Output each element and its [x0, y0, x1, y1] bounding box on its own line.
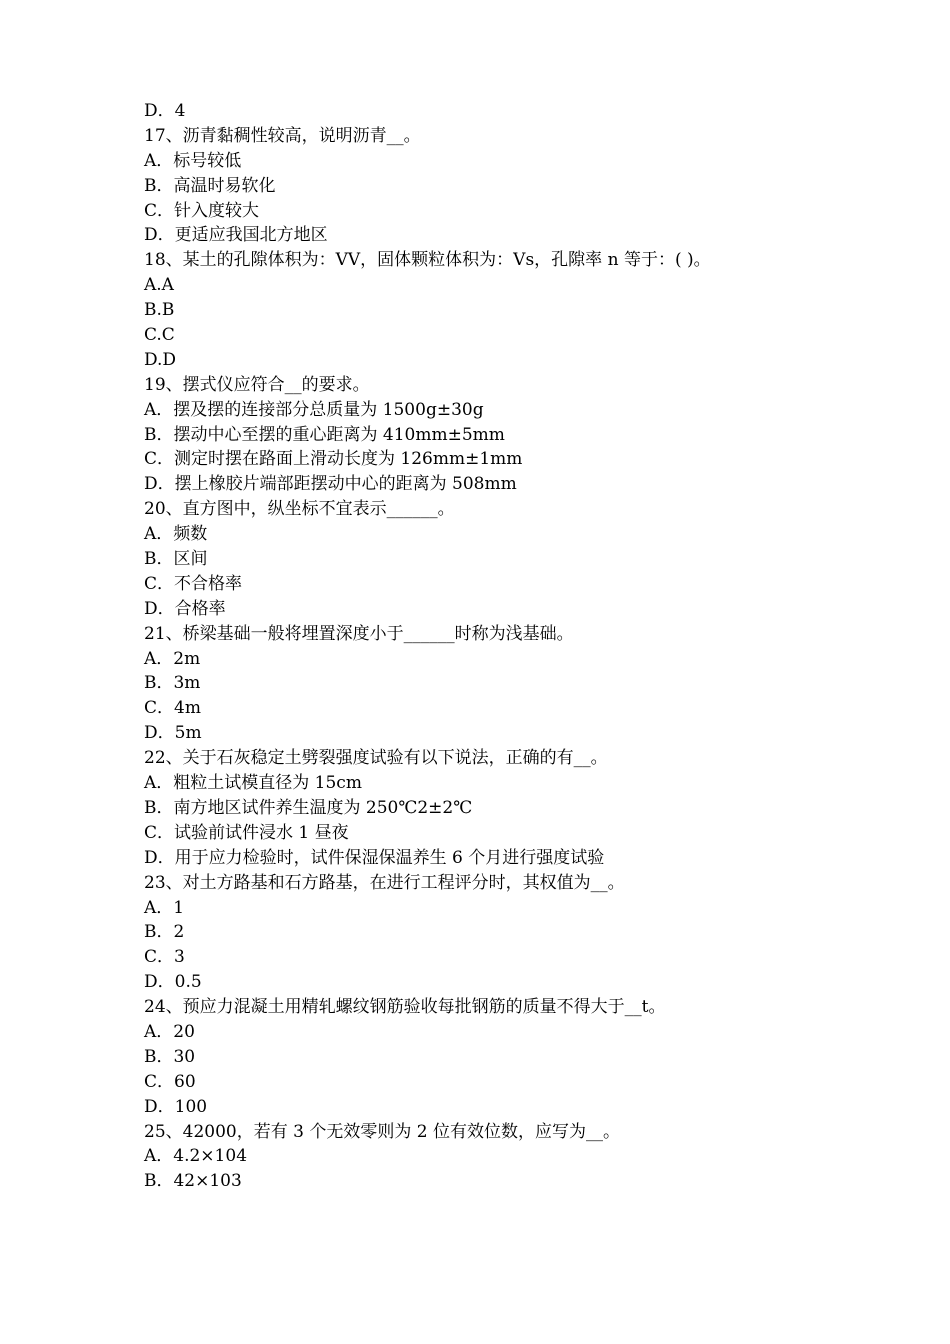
document-page — [144, 99, 864, 1194]
option-a-19: A．摆及摆的连接部分总质量为 1500g±30g — [144, 399, 484, 420]
option-c-18: C.C — [144, 325, 175, 346]
question-22: 22、关于石灰稳定土劈裂强度试验有以下说法，正确的有__。 — [144, 748, 608, 769]
question-20: 20、直方图中，纵坐标不宜表示______。 — [144, 499, 455, 520]
option-b-21: B．3m — [144, 673, 201, 694]
option-d-24: D．100 — [144, 1096, 208, 1117]
option-b-18: B.B — [144, 300, 175, 321]
option-a-25: A．4.2×104 — [144, 1146, 248, 1167]
option-b-22: B．南方地区试件养生温度为 250℃2±2℃ — [144, 797, 473, 818]
option-d-22: D．用于应力检验时，试件保湿保温养生 6 个月进行强度试验 — [144, 847, 605, 868]
option-a-18: A.A — [144, 275, 174, 296]
option-a-24: A．20 — [144, 1021, 195, 1042]
option-b-17: B．高温时易软化 — [144, 175, 276, 196]
option-c-21: C．4m — [144, 698, 201, 719]
question-17: 17、沥青黏稠性较高，说明沥青__。 — [144, 125, 421, 146]
option-b-23: B．2 — [144, 922, 185, 943]
option-d-17: D．更适应我国北方地区 — [144, 225, 328, 246]
question-24: 24、预应力混凝土用精轧螺纹钢筋验收每批钢筋的质量不得大于__t。 — [144, 997, 666, 1018]
option-c-17: C．针入度较大 — [144, 200, 260, 221]
question-19: 19、摆式仪应符合__的要求。 — [144, 374, 370, 395]
option-d-16: D．4 — [144, 101, 186, 121]
option-d-21: D．5m — [144, 723, 202, 744]
question-23: 23、对土方路基和石方路基，在进行工程评分时，其权值为__。 — [144, 872, 625, 893]
option-b-25: B．42×103 — [144, 1171, 242, 1192]
option-d-20: D．合格率 — [144, 598, 226, 619]
option-b-20: B．区间 — [144, 549, 208, 570]
option-c-19: C．测定时摆在路面上滑动长度为 126mm±1mm — [144, 449, 523, 470]
option-c-24: C．60 — [144, 1071, 196, 1092]
option-b-24: B．30 — [144, 1046, 196, 1067]
option-d-18: D.D — [144, 349, 177, 370]
option-c-20: C．不合格率 — [144, 573, 243, 594]
question-18: 18、某土的孔隙体积为：VV，固体颗粒体积为：Vs，孔隙率 n 等于：( )。 — [144, 250, 711, 271]
option-c-22: C．试验前试件浸水 1 昼夜 — [144, 822, 349, 843]
option-d-19: D．摆上橡胶片端部距摆动中心的距离为 508mm — [144, 474, 517, 495]
option-a-17: A．标号较低 — [144, 150, 242, 171]
option-a-22: A．粗粒土试模直径为 15cm — [144, 773, 362, 794]
option-a-20: A．频数 — [144, 524, 208, 545]
option-a-21: A．2m — [144, 648, 201, 669]
question-21: 21、桥梁基础一般将埋置深度小于______时称为浅基础。 — [144, 623, 574, 644]
option-a-23: A．1 — [144, 897, 185, 918]
option-b-19: B．摆动中心至摆的重心距离为 410mm±5mm — [144, 424, 505, 445]
option-d-23: D．0.5 — [144, 972, 202, 993]
option-c-23: C．3 — [144, 947, 185, 968]
question-25: 25、42000，若有 3 个无效零则为 2 位有效位数，应写为__。 — [144, 1121, 620, 1142]
